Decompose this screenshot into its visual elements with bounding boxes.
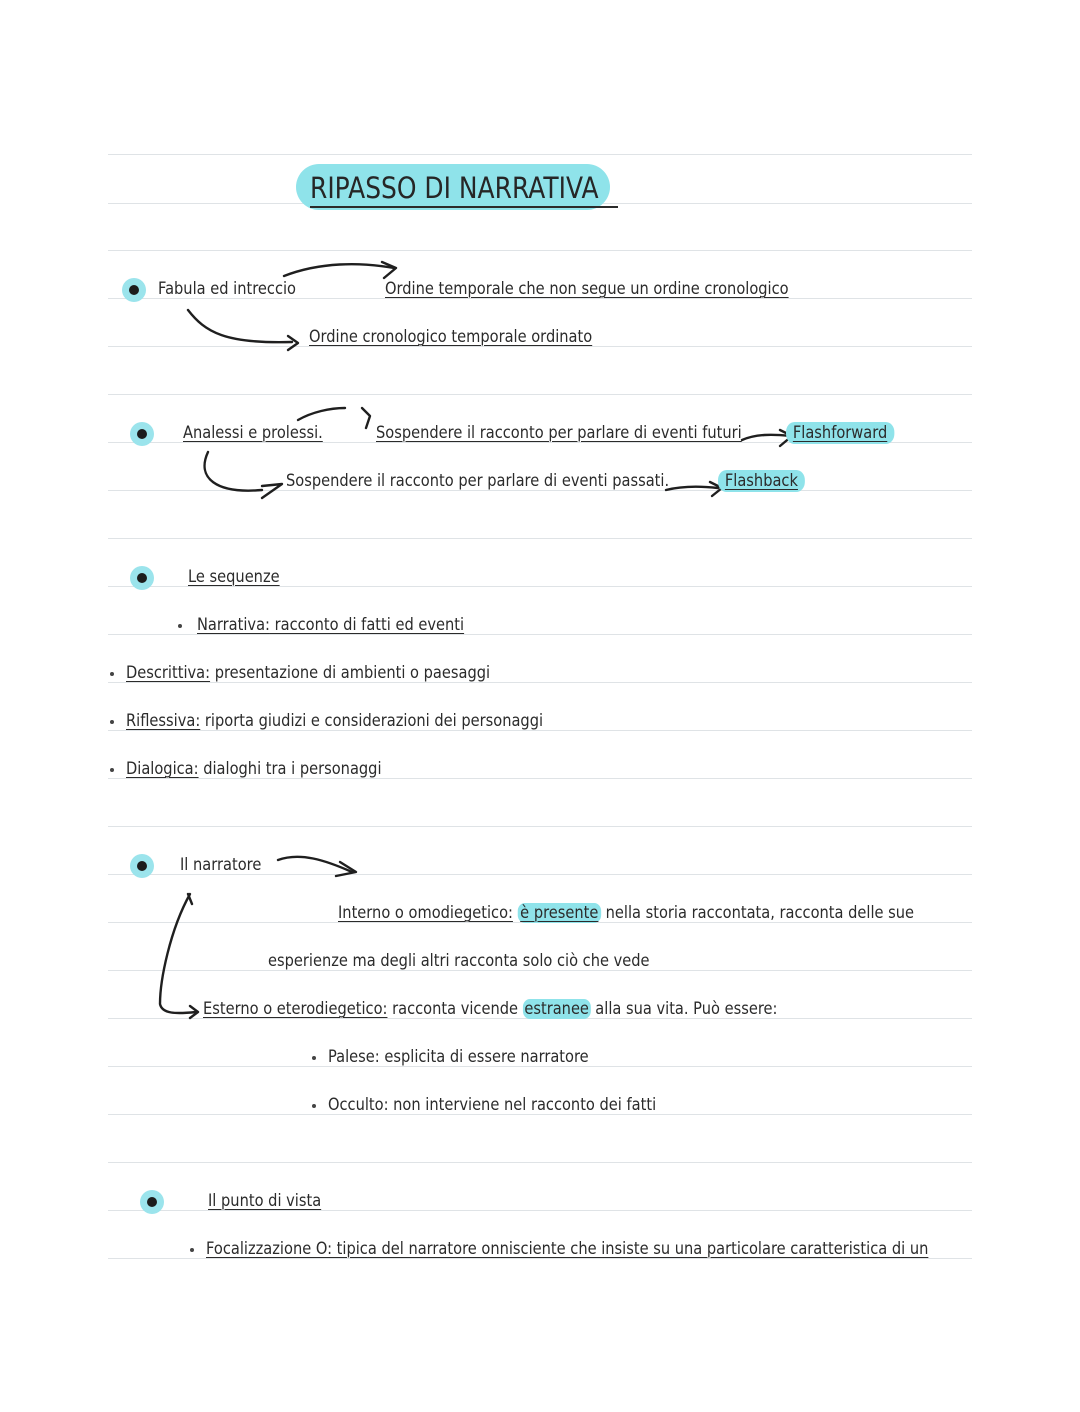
interno-highlight: è presente [518, 903, 601, 923]
esterno-highlight: estranee [524, 999, 589, 1019]
analessi-definition: Sospendere il racconto per parlare di eventi passati. [286, 471, 670, 491]
page-title: RIPASSO DI NARRATIVA [310, 171, 599, 205]
list-bullet [312, 1056, 316, 1060]
arrow-icon [205, 452, 262, 491]
interno-line [338, 902, 914, 924]
narratore-label: Il narratore [180, 855, 262, 875]
list-bullet [110, 672, 114, 676]
sequenze-label: Le sequenze [188, 567, 280, 587]
list-item [126, 710, 543, 732]
punto-di-vista-label: Il punto di vista [208, 1191, 322, 1211]
list-bullet [312, 1104, 316, 1108]
esterno-term: Esterno o eterodiegetico: [203, 999, 388, 1019]
arrow-icon [362, 408, 370, 428]
sequenza-desc: racconto di fatti ed eventi [269, 615, 465, 635]
list-bullet [190, 1248, 194, 1252]
fabula-label: Fabula ed intreccio [158, 279, 297, 299]
palese-item: Palese: esplicita di essere narratore [328, 1047, 589, 1067]
list-bullet [178, 624, 182, 628]
flashback-term: Flashback [718, 470, 805, 492]
section-bullet [122, 278, 146, 302]
prolessi-definition: Sospendere il racconto per parlare di eventi futuri [376, 423, 742, 443]
arrow-icon [278, 857, 352, 872]
arrow-icon [298, 408, 345, 420]
sequenza-term: Riflessiva: [126, 711, 201, 731]
interno-rest: nella storia raccontata, racconta delle sue [600, 903, 915, 923]
list-item [197, 614, 464, 636]
sequenza-term: Narrativa: [197, 615, 270, 635]
focalizzazione-item: Focalizzazione O: tipica del narratore onnisciente che insiste su una particolare caratteristica di un [206, 1239, 929, 1259]
section-bullet [130, 566, 154, 590]
arrow-icon [284, 264, 394, 276]
occulto-item: Occulto: non interviene nel racconto dei fatti [328, 1095, 657, 1115]
sequenza-desc: riporta giudizi e considerazioni dei personaggi [200, 711, 544, 731]
list-item [126, 758, 382, 780]
esterno-pre: racconta vicende [387, 999, 523, 1019]
arrow-icon [188, 310, 292, 342]
list-bullet [110, 768, 114, 772]
sequenza-desc: presentazione di ambienti o paesaggi [210, 663, 491, 683]
analessi-label: Analessi e prolessi. [183, 423, 323, 443]
section-bullet [130, 422, 154, 446]
sequenza-desc: dialoghi tra i personaggi [198, 759, 382, 779]
esterno-line [203, 998, 777, 1020]
section-bullet [130, 854, 154, 878]
esterno-rest: alla sua vita. Può essere: [590, 999, 778, 1019]
list-item [126, 662, 490, 684]
intreccio-definition: Ordine temporale che non segue un ordine cronologico [385, 279, 789, 299]
interno-term: Interno o omodiegetico: [338, 903, 513, 923]
fabula-definition: Ordine cronologico temporale ordinato [309, 327, 593, 347]
sequenza-term: Descrittiva: [126, 663, 211, 683]
flashforward-term: Flashforward [786, 422, 894, 444]
arrow-icon [262, 484, 282, 498]
sequenza-term: Dialogica: [126, 759, 199, 779]
list-bullet [110, 720, 114, 724]
arrow-icon [742, 435, 790, 440]
interno-line-2: esperienze ma degli altri racconta solo ciò che vede [268, 951, 650, 971]
arrow-icon [382, 262, 396, 278]
arrow-icon [666, 487, 718, 490]
arrow-icon [160, 894, 196, 1013]
section-bullet [140, 1190, 164, 1214]
